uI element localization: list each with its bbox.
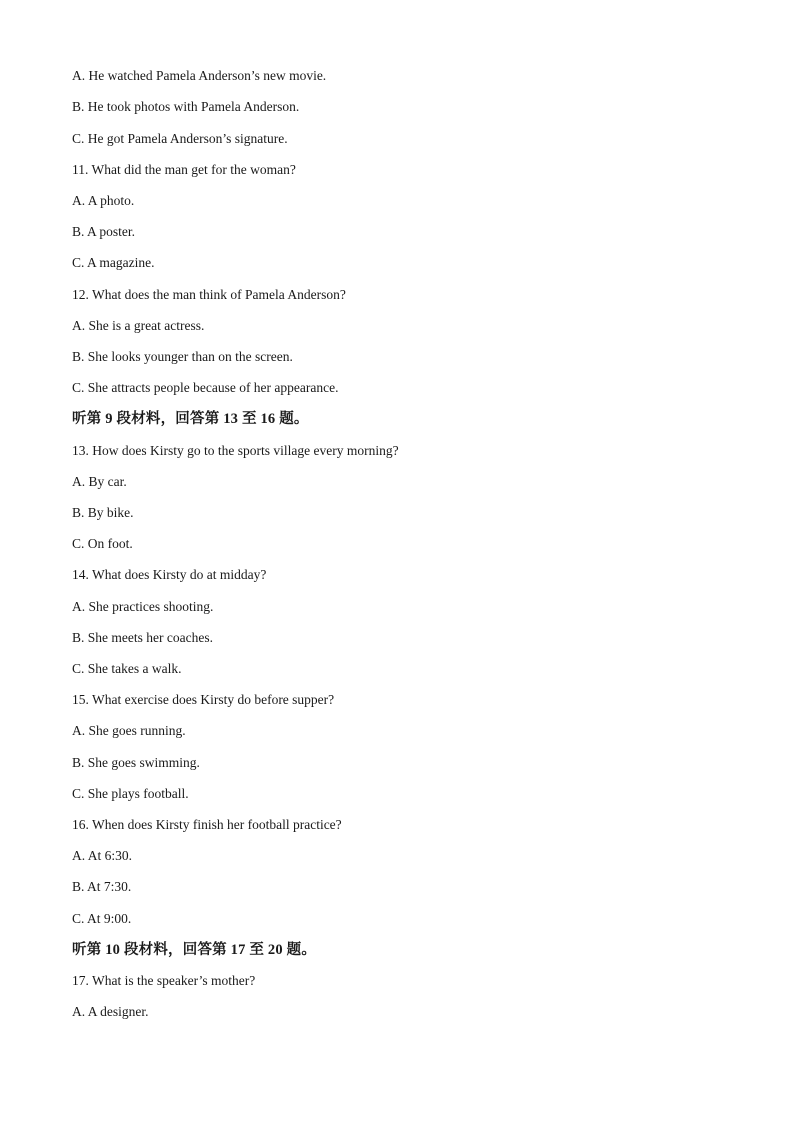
exam-page	[72, 0, 752, 1123]
answer-option: C. On foot.	[72, 536, 133, 551]
answer-option: A. She goes running.	[72, 723, 186, 738]
answer-option: A. She practices shooting.	[72, 599, 214, 614]
question-text: 16. When does Kirsty finish her football practice?	[72, 817, 342, 832]
answer-option: C. She attracts people because of her appearance.	[72, 380, 339, 395]
answer-option: C. A magazine.	[72, 255, 155, 270]
answer-option: A. At 6:30.	[72, 848, 133, 863]
answer-option: A. She is a great actress.	[72, 318, 205, 333]
answer-option: B. At 7:30.	[72, 879, 132, 894]
question-text: 14. What does Kirsty do at midday?	[72, 567, 267, 582]
question-text: 15. What exercise does Kirsty do before supper?	[72, 692, 335, 707]
answer-option: C. She takes a walk.	[72, 661, 182, 676]
answer-option: A. A designer.	[72, 1004, 149, 1019]
question-text: 11. What did the man get for the woman?	[72, 162, 296, 177]
answer-option: B. By bike.	[72, 505, 134, 520]
section-heading: 听第 9 段材料，回答第 13 至 16 题。	[72, 411, 309, 427]
answer-option: B. She meets her coaches.	[72, 630, 213, 645]
answer-option: B. He took photos with Pamela Anderson.	[72, 99, 300, 114]
answer-option: B. She looks younger than on the screen.	[72, 349, 293, 364]
answer-option: B. A poster.	[72, 224, 136, 239]
section-heading: 听第 10 段材料，回答第 17 至 20 题。	[72, 942, 317, 958]
answer-option: B. She goes swimming.	[72, 755, 200, 770]
question-text: 13. How does Kirsty go to the sports village every morning?	[72, 443, 399, 458]
answer-option: C. At 9:00.	[72, 911, 132, 926]
question-text: 12. What does the man think of Pamela Anderson?	[72, 287, 346, 302]
answer-option: C. She plays football.	[72, 786, 189, 801]
answer-option: A. A photo.	[72, 193, 135, 208]
answer-option: A. By car.	[72, 474, 127, 489]
question-text: 17. What is the speaker’s mother?	[72, 973, 256, 988]
answer-option: A. He watched Pamela Anderson’s new movie.	[72, 68, 327, 83]
answer-option: C. He got Pamela Anderson’s signature.	[72, 131, 288, 146]
